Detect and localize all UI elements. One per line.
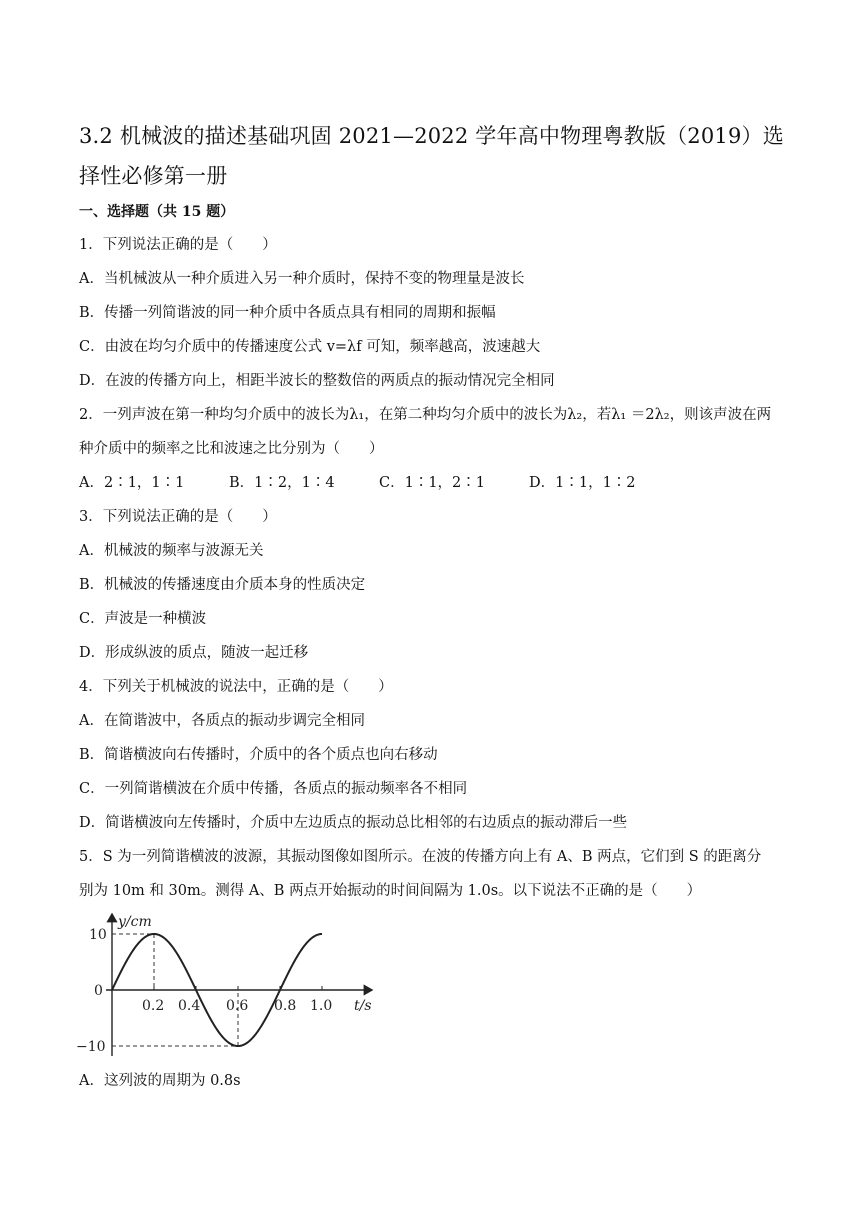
x-tick-label: 0.4: [178, 998, 201, 1014]
q2-option-b: B．1∶2，1∶4: [229, 475, 335, 491]
q2-stem-line1: 2．一列声波在第一种均匀介质中的波长为λ₁，在第二种均匀介质中的波长为λ₂，若λ₁ ＝2λ₂，则该声波在两: [79, 407, 772, 423]
q3-option-b: B．机械波的传播速度由介质本身的性质决定: [79, 577, 366, 593]
y-tick-label: −10: [76, 1039, 106, 1055]
q4-option-a: A．在简谐波中，各质点的振动步调完全相同: [79, 713, 365, 729]
q3-stem: 3．下列说法正确的是（ ）: [79, 509, 277, 525]
y-axis-label: y/cm: [118, 914, 152, 930]
x-tick-label: 0.6: [226, 998, 249, 1014]
x-axis-label: t/s: [354, 998, 372, 1014]
q2-options: [79, 472, 789, 494]
q1-stem: 1．下列说法正确的是（ ）: [79, 237, 277, 253]
q2-stem-line2: 种介质中的频率之比和波速之比分别为（ ）: [79, 441, 384, 457]
x-tick-label: 1.0: [310, 998, 333, 1014]
q2-option-d: D．1∶1，1∶2: [529, 475, 636, 491]
q1-option-a: A．当机械波从一种介质进入另一种介质时，保持不变的物理量是波长: [79, 271, 525, 287]
vibration-graph: [72, 906, 392, 1058]
q3-option-d: D．形成纵波的质点，随波一起迁移: [79, 645, 309, 661]
q1-option-b: B．传播一列简谐波的同一种介质中各质点具有相同的周期和振幅: [79, 305, 496, 321]
origin-label: 0: [94, 983, 103, 999]
y-tick-label: 10: [89, 927, 107, 943]
q4-option-b: B．简谐横波向右传播时，介质中的各个质点也向右移动: [79, 747, 438, 763]
q1-option-c: C．由波在均匀介质中的传播速度公式 v=λf 可知，频率越高，波速越大: [79, 339, 541, 355]
q3-option-a: A．机械波的频率与波源无关: [79, 543, 264, 559]
q1-option-d: D．在波的传播方向上，相距半波长的整数倍的两质点的振动情况完全相同: [79, 373, 555, 389]
q5-option-a: A．这列波的周期为 0.8s: [79, 1073, 241, 1089]
q4-option-d: D．简谐横波向左传播时，介质中左边质点的振动总比相邻的右边质点的振动滞后一些: [79, 815, 628, 831]
q5-stem-line1: 5．S 为一列简谐横波的波源，其振动图像如图所示。在波的传播方向上有 A、B 两点，它们到 S 的距离分: [79, 849, 762, 865]
x-tick-label: 0.8: [274, 998, 297, 1014]
x-tick-label: 0.2: [142, 998, 165, 1014]
section-heading: 一、选择题（共 15 题）: [79, 204, 235, 220]
document-title: 3.2 机械波的描述基础巩固 2021—2022 学年高中物理粤教版（2019）选择性必修第一册: [79, 124, 784, 188]
q4-option-c: C．一列简谐横波在介质中传播，各质点的振动频率各不相同: [79, 781, 468, 797]
q5-stem-line2: 别为 10m 和 30m。测得 A、B 两点开始振动的时间间隔为 1.0s。以下说法不正确的是（ ）: [79, 883, 702, 899]
q3-option-c: C．声波是一种横波: [79, 611, 207, 627]
q2-option-a: A．2∶1，1∶1: [79, 475, 185, 491]
q2-option-c: C．1∶1，2∶1: [379, 475, 485, 491]
q4-stem: 4．下列关于机械波的说法中，正确的是（ ）: [79, 679, 393, 695]
